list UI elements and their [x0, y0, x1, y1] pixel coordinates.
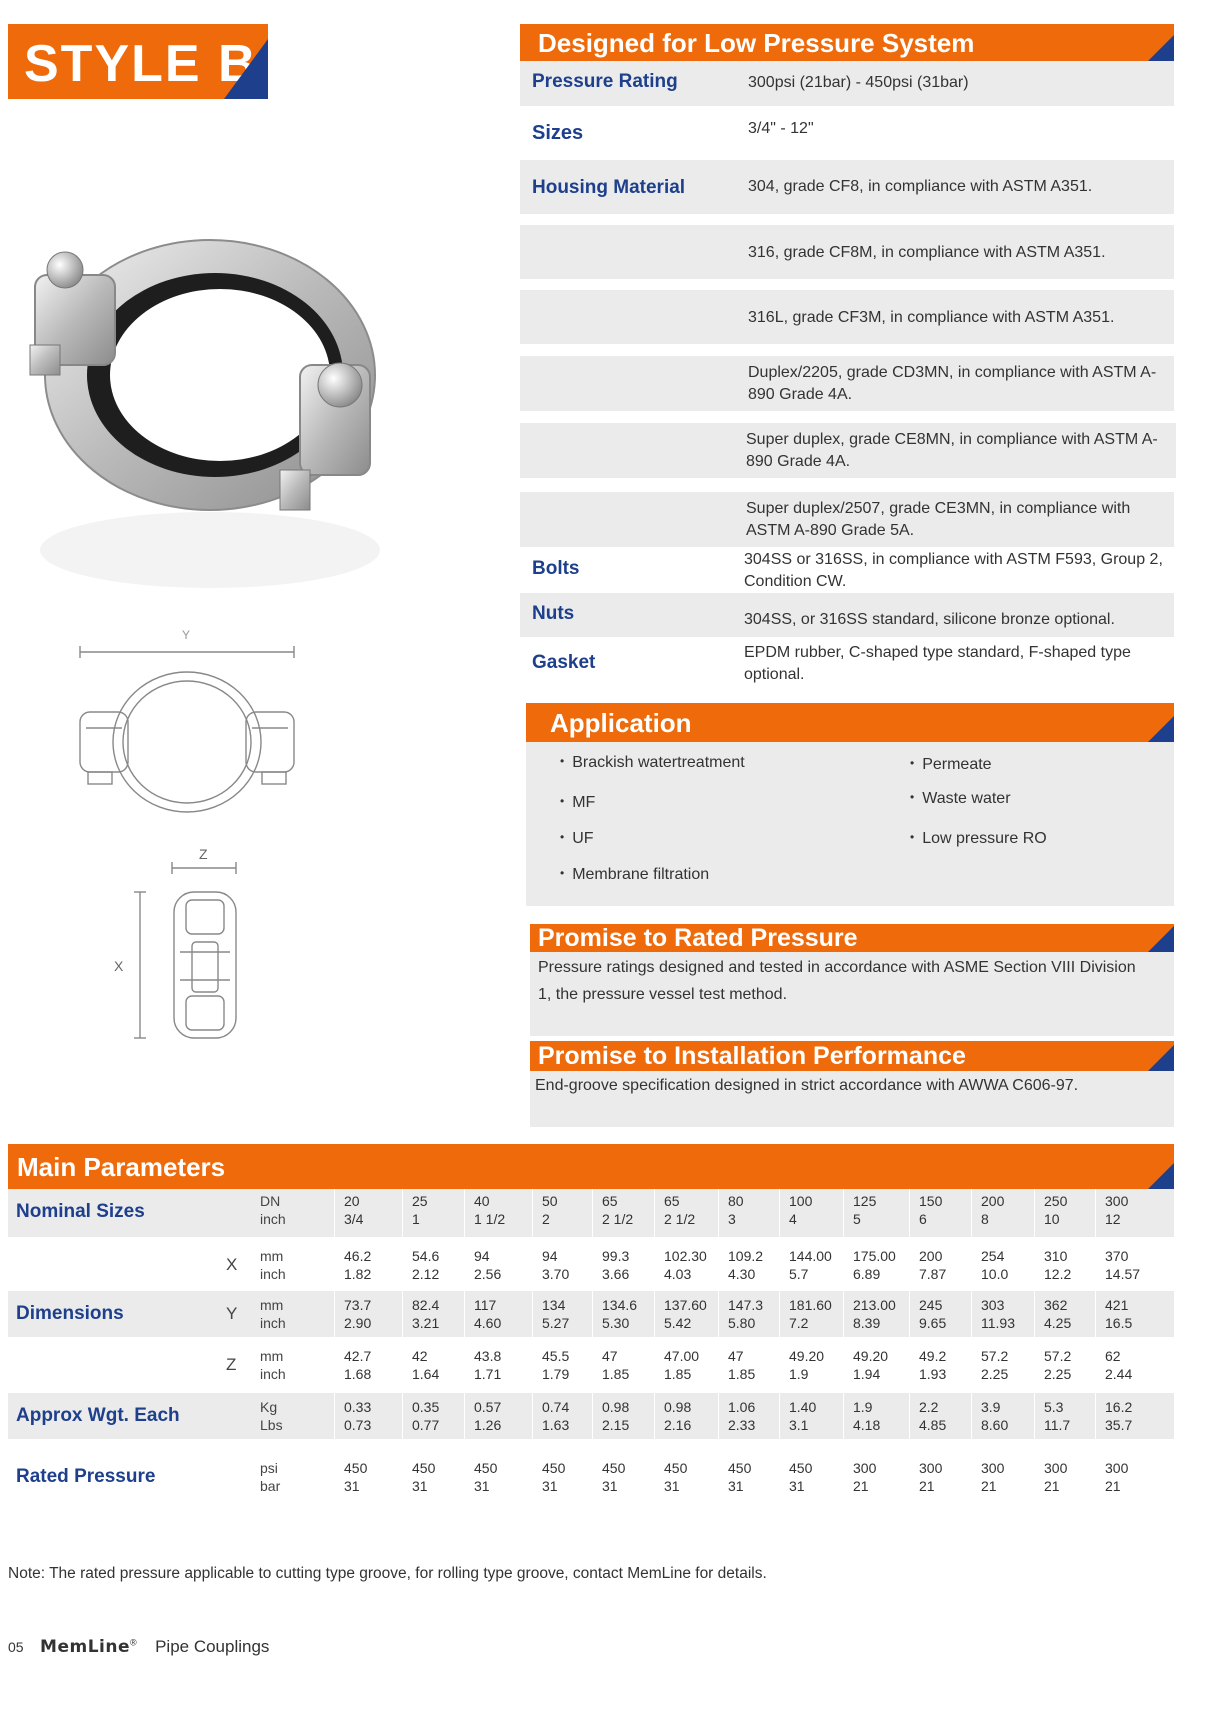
- table-cell: 254 10.0: [981, 1248, 1009, 1282]
- table-cell: 300 21: [919, 1460, 943, 1494]
- table-cell: 450 31: [728, 1460, 752, 1494]
- table-cell: 57.2 2.25: [981, 1348, 1009, 1382]
- dimensions-label: Dimensions: [16, 1303, 124, 1324]
- unit-label: DN inch: [260, 1193, 286, 1227]
- table-cell: 450 31: [602, 1460, 626, 1494]
- application-header: [526, 703, 1174, 742]
- table-cell: 300 12: [1105, 1193, 1129, 1227]
- page-number: 05: [8, 1639, 24, 1655]
- table-cell: 450 31: [474, 1460, 498, 1494]
- table-cell: 0.74 1.63: [542, 1399, 570, 1433]
- spec-value: 304SS, or 316SS standard, silicone bronze optional.: [744, 611, 1115, 628]
- column-divider: [334, 1189, 335, 1237]
- table-cell: 1.06 2.33: [728, 1399, 756, 1433]
- column-divider: [718, 1291, 719, 1337]
- spec-label: Bolts: [532, 558, 580, 579]
- spec-row-housing-material-duplex: [520, 356, 1174, 411]
- table-cell: 5.3 11.7: [1044, 1399, 1071, 1433]
- column-divider: [779, 1291, 780, 1337]
- table-cell: 362 4.25: [1044, 1297, 1072, 1331]
- spec-row-bolts: [520, 549, 1174, 593]
- dimension-label-z: Z: [199, 846, 208, 862]
- footer: [8, 1637, 269, 1657]
- tag-corner: [224, 39, 268, 99]
- table-cell: 450 31: [542, 1460, 566, 1494]
- table-cell: 0.98 2.15: [602, 1399, 630, 1433]
- side-view-drawing: [132, 862, 242, 1042]
- application-item: • Waste water: [910, 790, 1011, 808]
- column-divider: [532, 1393, 533, 1439]
- table-cell: 421 16.5: [1105, 1297, 1133, 1331]
- table-cell: 450 31: [664, 1460, 688, 1494]
- column-divider: [779, 1393, 780, 1439]
- column-divider: [843, 1291, 844, 1337]
- promise-install-header: [530, 1041, 1174, 1071]
- spec-label: Sizes: [532, 122, 584, 144]
- table-cell: 303 11.93: [981, 1297, 1015, 1331]
- nominal-sizes-label: Nominal Sizes: [16, 1201, 145, 1222]
- weight-label: Approx Wgt. Each: [16, 1405, 180, 1426]
- table-cell: 300 21: [1105, 1460, 1129, 1494]
- column-divider: [592, 1393, 593, 1439]
- rated-pressure-row: [8, 1452, 1174, 1506]
- table-cell: 45.5 1.79: [542, 1348, 570, 1382]
- table-cell: 3.9 8.60: [981, 1399, 1009, 1433]
- column-divider: [334, 1393, 335, 1439]
- brand-logo: MemLine: [40, 1637, 130, 1657]
- column-divider: [592, 1189, 593, 1237]
- dimension-label-y: Y: [182, 628, 191, 642]
- table-cell: 49.20 1.9: [789, 1348, 825, 1382]
- column-divider: [1095, 1393, 1096, 1439]
- unit-label: mm inch: [260, 1297, 286, 1331]
- column-divider: [1095, 1189, 1096, 1237]
- table-cell: 40 1 1/2: [474, 1193, 506, 1227]
- table-cell: 450 31: [789, 1460, 813, 1494]
- column-divider: [1034, 1291, 1035, 1337]
- table-cell: 200 8: [981, 1193, 1005, 1227]
- application-item: • Low pressure RO: [910, 830, 1047, 848]
- table-cell: 0.57 1.26: [474, 1399, 502, 1433]
- column-divider: [402, 1393, 403, 1439]
- table-cell: 62 2.44: [1105, 1348, 1133, 1382]
- unit-label: psi bar: [260, 1460, 281, 1494]
- column-divider: [402, 1189, 403, 1237]
- column-divider: [909, 1291, 910, 1337]
- spec-value: EPDM rubber, C-shaped type standard, F-shaped type optional.: [744, 644, 1131, 683]
- rated-pressure-label: Rated Pressure: [16, 1466, 156, 1487]
- dimension-x-row: [8, 1237, 1174, 1290]
- table-cell: 150 6: [919, 1193, 943, 1227]
- registered-mark: ®: [129, 1637, 137, 1648]
- dimension-y-label: Y: [226, 1304, 238, 1323]
- promise-install-panel: [530, 1071, 1174, 1127]
- table-cell: 20 3/4: [344, 1193, 364, 1227]
- table-cell: 57.2 2.25: [1044, 1348, 1072, 1382]
- table-cell: 46.2 1.82: [344, 1248, 372, 1282]
- spec-row-gasket: [520, 640, 1174, 690]
- column-divider: [654, 1189, 655, 1237]
- application-title: Application: [550, 708, 692, 738]
- coupling-product-image: [10, 225, 380, 590]
- dimension-z-row: [8, 1337, 1174, 1392]
- table-cell: 370 14.57: [1105, 1248, 1141, 1282]
- spec-row-housing-material-super-duplex-2507: [520, 492, 1174, 547]
- spec-value: 304, grade CF8, in compliance with ASTM A351.: [748, 178, 1093, 195]
- column-divider: [971, 1393, 972, 1439]
- spec-row-housing-material-super-duplex: [520, 423, 1176, 478]
- weight-row: [8, 1393, 1174, 1439]
- table-cell: 250 10: [1044, 1193, 1068, 1227]
- column-divider: [654, 1393, 655, 1439]
- promise-install-text: End-groove specification designed in strict accordance with AWWA C606-97.: [535, 1077, 1079, 1094]
- table-cell: 125 5: [853, 1193, 877, 1227]
- application-item: • MF: [560, 794, 595, 812]
- promise-pressure-panel: [530, 952, 1174, 1036]
- spec-row-housing-material-304: [520, 160, 1174, 214]
- spec-value: 316, grade CF8M, in compliance with ASTM A351.: [748, 244, 1106, 261]
- table-cell: 65 2 1/2: [664, 1193, 696, 1227]
- column-divider: [464, 1291, 465, 1337]
- column-divider: [971, 1189, 972, 1237]
- table-cell: 134.6 5.30: [602, 1297, 638, 1331]
- table-cell: 134 5.27: [542, 1297, 570, 1331]
- table-cell: 47.00 1.85: [664, 1348, 700, 1382]
- spec-value: Duplex/2205, grade CD3MN, in compliance with ASTM A-890 Grade 4A.: [748, 364, 1157, 403]
- table-cell: 109.2 4.30: [728, 1248, 764, 1282]
- dimension-x-label: X: [226, 1255, 238, 1274]
- front-view-drawing: [78, 630, 298, 815]
- column-divider: [334, 1291, 335, 1337]
- spec-row-housing-material-316: [520, 225, 1174, 279]
- table-cell: 450 31: [412, 1460, 436, 1494]
- table-cell: 450 31: [344, 1460, 368, 1494]
- unit-label: mm inch: [260, 1348, 286, 1382]
- table-cell: 137.60 5.42: [664, 1297, 707, 1331]
- spec-row-nuts: [520, 593, 1174, 637]
- spec-value: Super duplex/2507, grade CE3MN, in compliance with ASTM A-890 Grade 5A.: [746, 500, 1131, 539]
- table-cell: 100 4: [789, 1193, 813, 1227]
- table-cell: 54.6 2.12: [412, 1248, 440, 1282]
- application-panel: [526, 742, 1174, 906]
- table-cell: 42 1.64: [412, 1348, 440, 1382]
- application-item: • Membrane filtration: [560, 866, 709, 884]
- spec-header-title: Designed for Low Pressure System: [538, 28, 975, 58]
- table-cell: 1.9 4.18: [853, 1399, 881, 1433]
- table-cell: 25 1: [412, 1193, 428, 1227]
- table-cell: 99.3 3.66: [602, 1248, 630, 1282]
- table-cell: 49.2 1.93: [919, 1348, 947, 1382]
- table-cell: 213.00 8.39: [853, 1297, 896, 1331]
- spec-value: 316L, grade CF3M, in compliance with ASTM A351.: [748, 309, 1115, 326]
- spec-value: 304SS or 316SS, in compliance with ASTM F593, Group 2, Condition CW.: [744, 551, 1163, 590]
- style-tag: [8, 24, 268, 99]
- dimension-y-row: [8, 1291, 1174, 1337]
- unit-label: Kg Lbs: [260, 1399, 283, 1433]
- table-cell: 43.8 1.71: [474, 1348, 502, 1382]
- dimension-z-label: Z: [226, 1355, 237, 1374]
- footer-section: Pipe Couplings: [155, 1637, 270, 1656]
- spec-row-pressure-rating: [520, 61, 1174, 106]
- promise-pressure-text: Pressure ratings designed and tested in accordance with ASME Section VIII Division 1, the pressure vessel test method.: [538, 959, 1136, 1003]
- table-cell: 0.35 0.77: [412, 1399, 440, 1433]
- table-cell: 0.98 2.16: [664, 1399, 692, 1433]
- column-divider: [464, 1189, 465, 1237]
- table-cell: 80 3: [728, 1193, 744, 1227]
- main-parameters-title: Main Parameters: [17, 1152, 226, 1182]
- note-text: Note: The rated pressure applicable to cutting type groove, for rolling type groove, contact MemLine for details.: [8, 1565, 767, 1582]
- spec-label: Nuts: [532, 603, 575, 624]
- spec-value: 3/4" - 12": [748, 120, 814, 137]
- column-divider: [843, 1393, 844, 1439]
- nominal-sizes-row: [8, 1189, 1174, 1237]
- column-divider: [909, 1189, 910, 1237]
- table-cell: 310 12.2: [1044, 1248, 1072, 1282]
- table-cell: 117 4.60: [474, 1297, 502, 1331]
- column-divider: [1034, 1393, 1035, 1439]
- column-divider: [532, 1291, 533, 1337]
- spec-row-housing-material-316l: [520, 290, 1174, 344]
- table-cell: 50 2: [542, 1193, 558, 1227]
- column-divider: [1095, 1291, 1096, 1337]
- table-cell: 200 7.87: [919, 1248, 947, 1282]
- table-cell: 102.30 4.03: [664, 1248, 707, 1282]
- table-cell: 0.33 0.73: [344, 1399, 372, 1433]
- column-divider: [592, 1291, 593, 1337]
- table-cell: 147.3 5.80: [728, 1297, 764, 1331]
- table-cell: 144.00 5.7: [789, 1248, 832, 1282]
- table-cell: 300 21: [981, 1460, 1005, 1494]
- spec-value: Super duplex, grade CE8MN, in compliance with ASTM A-890 Grade 4A.: [746, 431, 1158, 470]
- column-divider: [718, 1189, 719, 1237]
- table-cell: 300 21: [853, 1460, 877, 1494]
- column-divider: [402, 1291, 403, 1337]
- application-item: • UF: [560, 830, 594, 848]
- column-divider: [718, 1393, 719, 1439]
- column-divider: [971, 1291, 972, 1337]
- column-divider: [532, 1189, 533, 1237]
- table-cell: 65 2 1/2: [602, 1193, 634, 1227]
- promise-pressure-title: Promise to Rated Pressure: [538, 924, 858, 952]
- dimension-label-x: X: [114, 958, 124, 974]
- main-parameters-header: [8, 1144, 1174, 1189]
- table-cell: 2.2 4.85: [919, 1399, 947, 1433]
- spec-label: Gasket: [532, 652, 596, 673]
- table-cell: 42.7 1.68: [344, 1348, 372, 1382]
- application-item: • Permeate: [910, 756, 992, 774]
- spec-row-sizes: [520, 106, 1174, 158]
- unit-label: mm inch: [260, 1248, 286, 1282]
- application-item: • Brackish watertreatment: [560, 754, 745, 772]
- promise-install-title: Promise to Installation Performance: [538, 1042, 966, 1070]
- table-cell: 94 2.56: [474, 1248, 502, 1282]
- column-divider: [1034, 1189, 1035, 1237]
- column-divider: [843, 1189, 844, 1237]
- table-cell: 1.40 3.1: [789, 1399, 817, 1433]
- column-divider: [654, 1291, 655, 1337]
- column-divider: [464, 1393, 465, 1439]
- column-divider: [779, 1189, 780, 1237]
- table-cell: 94 3.70: [542, 1248, 570, 1282]
- spec-label: Pressure Rating: [532, 71, 678, 92]
- column-divider: [909, 1393, 910, 1439]
- table-cell: 16.2 35.7: [1105, 1399, 1133, 1433]
- table-cell: 82.4 3.21: [412, 1297, 440, 1331]
- table-cell: 49.20 1.94: [853, 1348, 889, 1382]
- table-cell: 245 9.65: [919, 1297, 947, 1331]
- table-cell: 73.7 2.90: [344, 1297, 372, 1331]
- table-cell: 300 21: [1044, 1460, 1068, 1494]
- style-tag-text: STYLE B: [24, 35, 258, 93]
- table-cell: 175.00 6.89: [853, 1248, 896, 1282]
- table-cell: 181.60 7.2: [789, 1297, 832, 1331]
- promise-pressure-header: [530, 924, 1174, 952]
- table-cell: 47 1.85: [602, 1348, 630, 1382]
- spec-label: Housing Material: [532, 177, 686, 198]
- table-cell: 47 1.85: [728, 1348, 756, 1382]
- spec-header: [520, 24, 1174, 61]
- spec-value: 300psi (21bar) - 450psi (31bar): [748, 74, 969, 91]
